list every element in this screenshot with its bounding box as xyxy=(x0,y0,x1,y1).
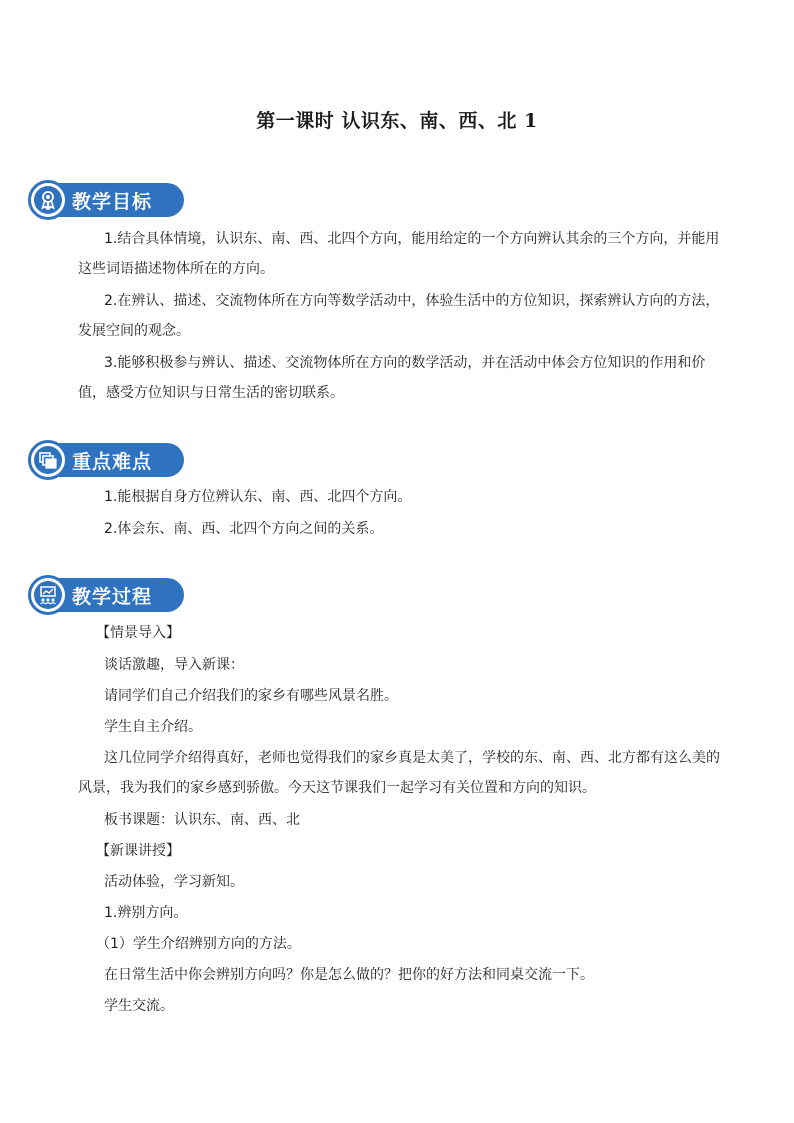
section-label: 重点难点 xyxy=(72,451,153,473)
objective-item-1: 1.结合具体情境，认识东、南、西、北四个方向，能用给定的一个方向辨认其余的三个方向，并能用这些词语描述物体所在的方向。 xyxy=(78,231,720,277)
process-item: 1.辨别方向。 xyxy=(104,905,188,921)
process-item: 谈话激趣，导入新课： xyxy=(104,657,244,673)
process-item: 在日常生活中你会辨别方向吗？你是怎么做的？把你的好方法和同桌交流一下。 xyxy=(104,967,594,983)
process-item: （1）学生介绍辨别方向的方法。 xyxy=(96,936,301,952)
process-item: 这几位同学介绍得真好，老师也觉得我们的家乡真是太美了，学校的东、南、西、北方都有这么美的风景，我为我们的家乡感到骄傲。今天这节课我们一起学习有关位置和方向的知识。 xyxy=(78,750,720,796)
process-item: 学生自主介绍。 xyxy=(104,719,202,735)
key-point-item-2: 2.体会东、南、西、北四个方向之间的关系。 xyxy=(104,521,384,537)
section-label: 教学过程 xyxy=(72,586,153,608)
stacked-cards-icon xyxy=(34,446,62,474)
objective-item-2: 2.在辨认、描述、交流物体所在方向等数学活动中，体验生活中的方位知识，探索辨认方向的方法，发展空间的观念。 xyxy=(78,293,720,339)
presentation-chart-icon xyxy=(34,581,62,609)
process-item: 板书课题：认识东、南、西、北 xyxy=(104,812,300,828)
section-header-process xyxy=(28,575,188,615)
section-label: 教学目标 xyxy=(72,191,153,213)
process-item: 学生交流。 xyxy=(104,998,174,1014)
process-item: 请同学们自己介绍我们的家乡有哪些风景名胜。 xyxy=(104,688,398,704)
award-ribbon-icon xyxy=(34,186,62,214)
key-point-item-1: 1.能根据自身方位辨认东、南、西、北四个方向。 xyxy=(104,489,412,505)
process-heading-intro: 【情景导入】 xyxy=(96,625,180,641)
section-header-objectives xyxy=(28,180,188,220)
process-item: 活动体验，学习新知。 xyxy=(104,874,244,890)
section-header-key-points xyxy=(28,440,188,480)
process-heading-new-lesson: 【新课讲授】 xyxy=(96,843,180,859)
page-title: 第一课时 认识东、南、西、北 1 xyxy=(256,110,538,132)
objective-item-3: 3.能够积极参与辨认、描述、交流物体所在方向的数学活动，并在活动中体会方位知识的作用和价值，感受方位知识与日常生活的密切联系。 xyxy=(78,355,706,401)
